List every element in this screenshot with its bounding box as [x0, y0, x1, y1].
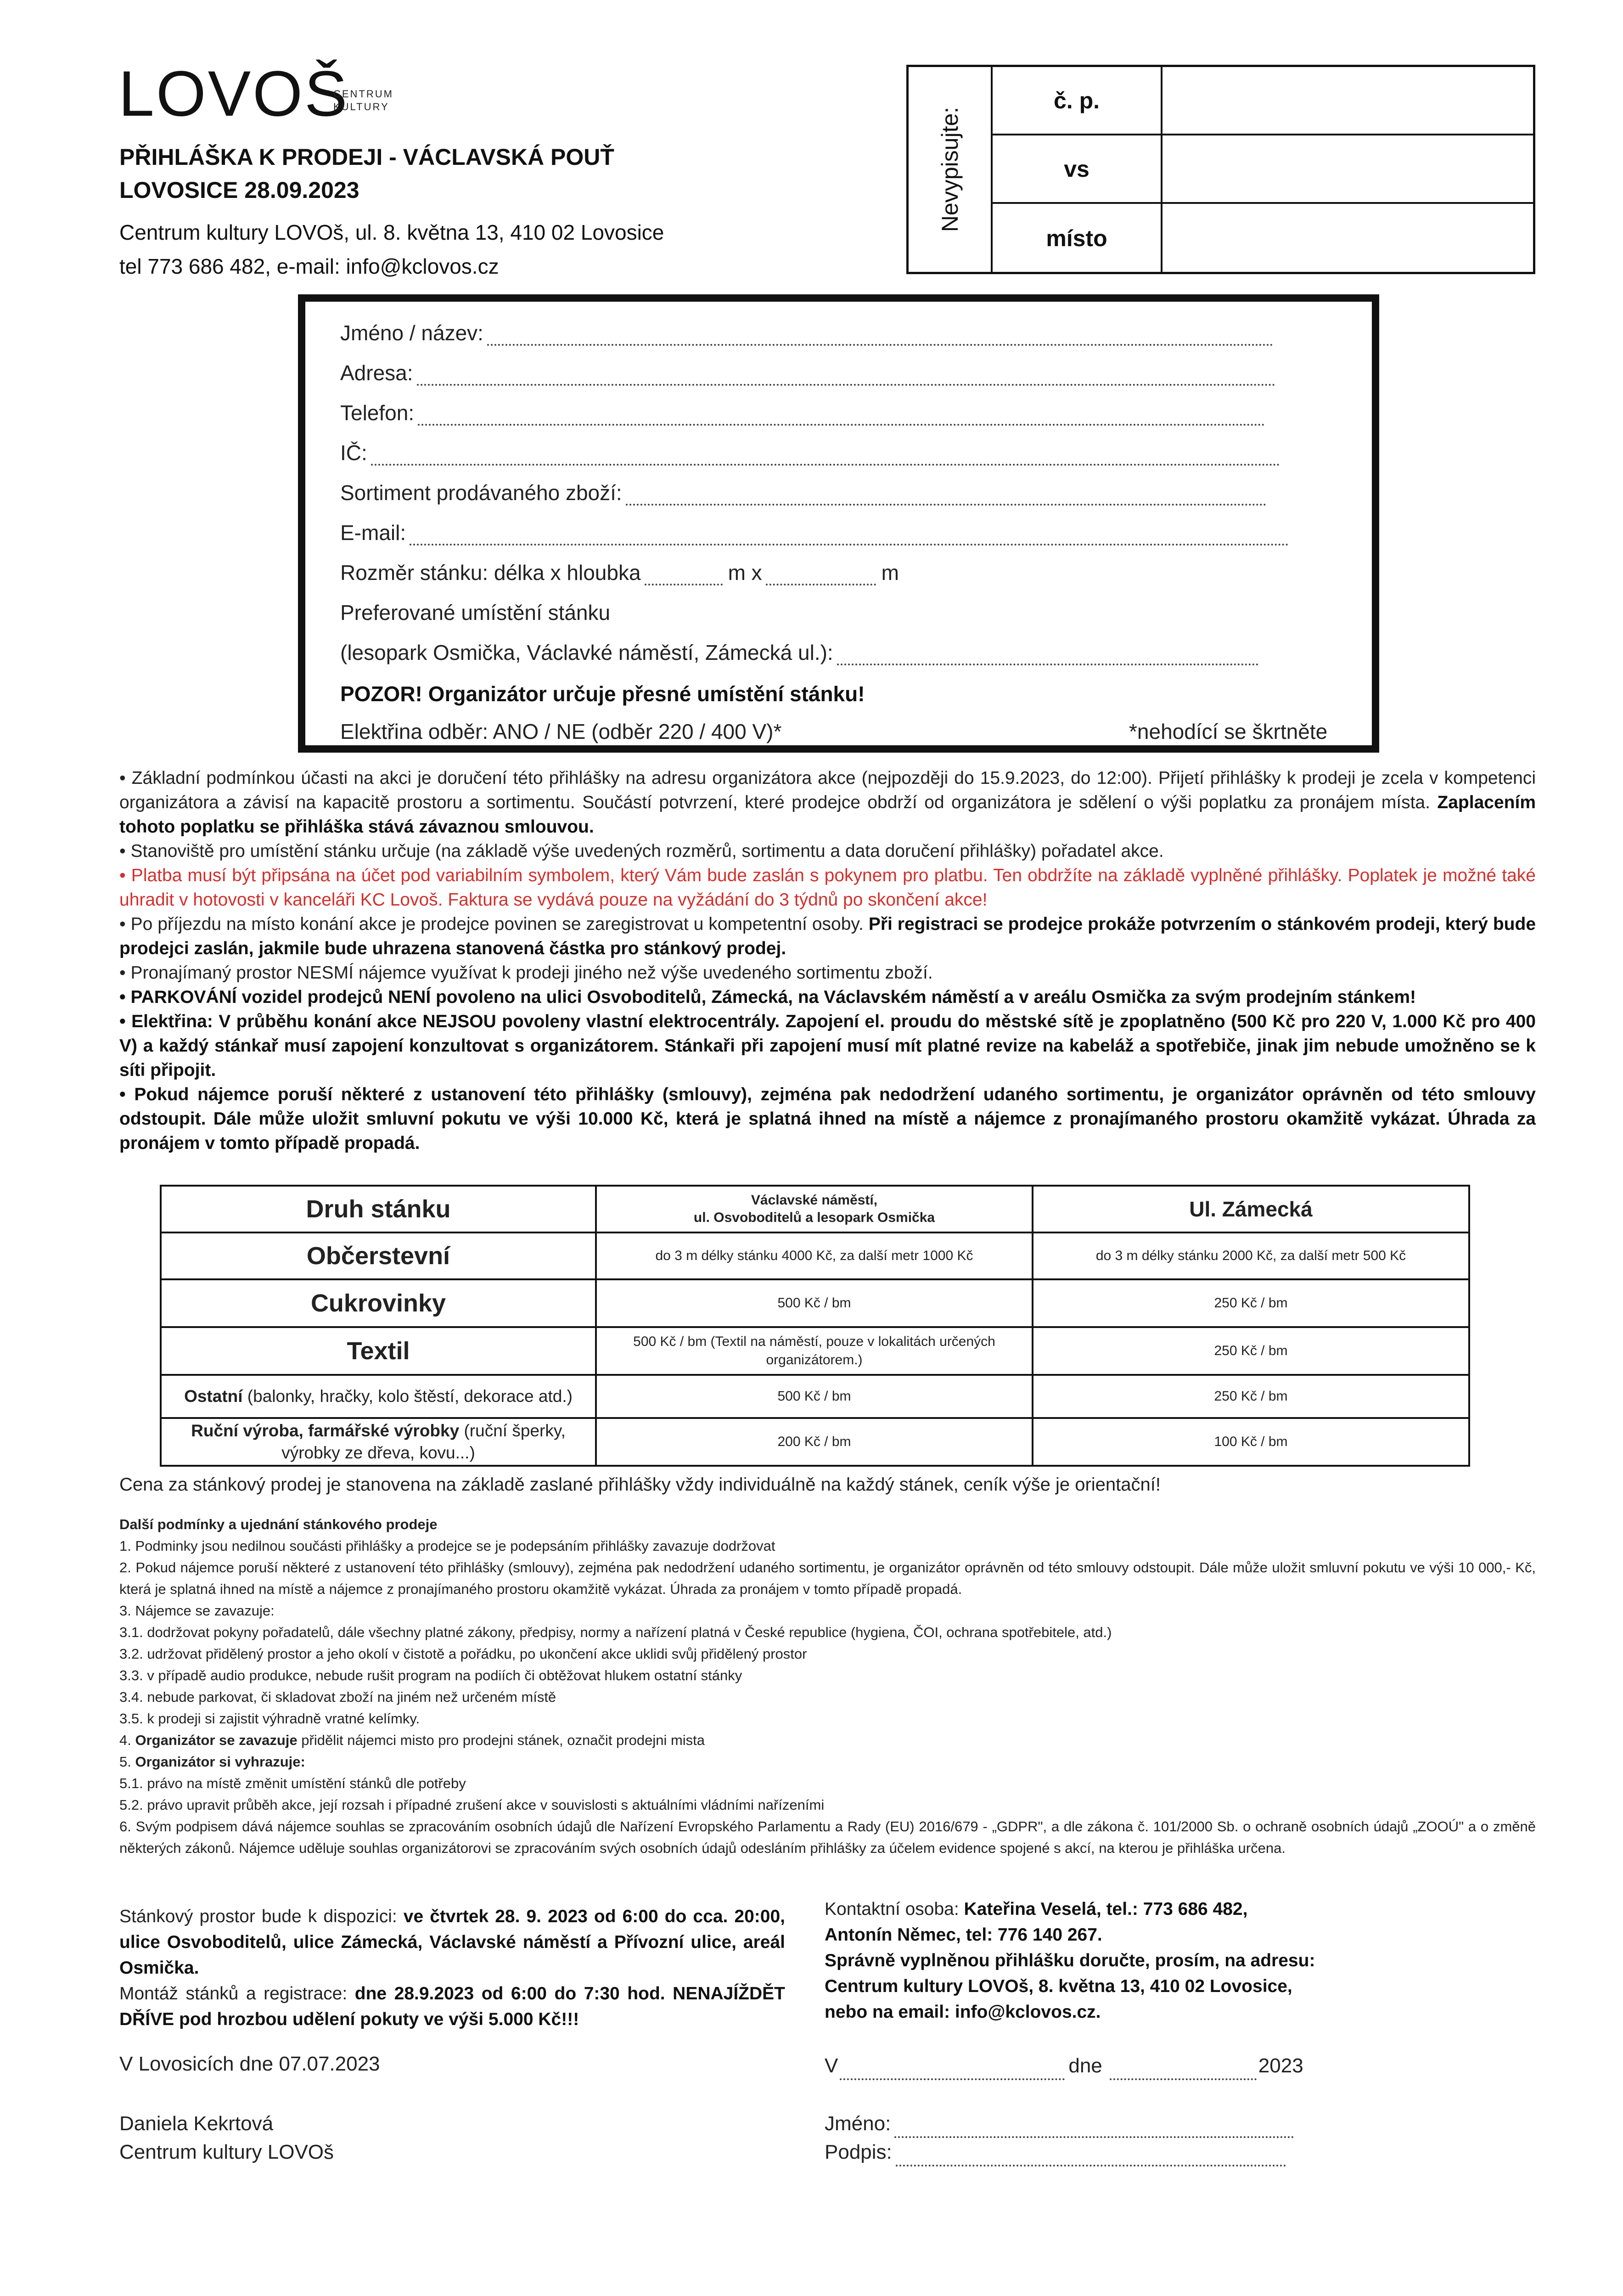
condition-5-1: 5.1. právo na místě změnit umístění stánků dle potřeby	[119, 1775, 466, 1791]
strike-note: *nehodící se škrtněte	[1129, 720, 1328, 743]
condition-3-2: 3.2. udržovat přidělený prostor a jeho okolí v čistotě a pořádku, po ukončení akce uklidi svůj přidělený prostor	[119, 1646, 807, 1662]
applicant-form	[298, 294, 1379, 753]
field-phone[interactable]: Telefon:	[340, 400, 1265, 426]
price-row-label: Občerstevní	[161, 1232, 596, 1279]
condition-2: 2. Pokud nájemce poruší některé z ustanovení této přihlášky (smlouvy), zejména pak nedodržení udaného sortimentu, je organizátor oprávněn od této smlouvy odstoupit. Dále může uložit smluvní pokutu ve výši 10 000,- Kč, která je splatná ihned na místě a nájemce z pronajímaného prostoru okamžitě vykázat. Úhrada za pronájem v tomto případě propadá.	[119, 1559, 1536, 1597]
office-label-misto: místo	[993, 204, 1162, 272]
organizer-contact: tel 773 686 482, e-mail: info@kclovos.cz	[119, 254, 499, 278]
field-ic[interactable]: IČ:	[340, 440, 1280, 466]
condition-5: 5. Organizátor si vyhrazuje:	[119, 1754, 305, 1770]
conditions-heading: Další podmínky a ujednání stánkového prodeje	[119, 1516, 438, 1532]
availability-text: Stánkový prostor bude k dispozici: ve čtvrtek 28. 9. 2023 od 6:00 do cca. 20:00, ulice Osvoboditelů, ulice Zámecká, Václavské náměstí a Přívozní ulice, areál Osmička.	[119, 1907, 785, 1978]
assembly-text: Montáž stánků a registrace: dne 28.9.2023 od 6:00 do 7:30 hod. NENAJÍŽDĚT DŘÍVE pod hrozbou udělení pokuty ve výši 5.000 Kč!!!	[119, 1984, 786, 2029]
rule-8-breach: • Pokud nájemce poruší některé z ustanovení této přihlášky (smlouvy), zejména pak nedodržení udaného sortimentu, je organizátor oprávněn od této smlouvy odstoupit. Dále může uložit smluvní pokutu ve výši 10.000 Kč, která je splatná ihned na místě a nájemce z pronajímaného prostoru okamžitě vykázat. Úhrada za pronájem v tomto případě propadá.	[119, 1085, 1536, 1153]
field-preferred-label: Preferované umístění stánku	[340, 601, 611, 625]
price-head-zamecka: Ul. Zámecká	[1033, 1186, 1469, 1232]
condition-3-3: 3.3. v případě audio produkce, nebude rušit program na podiích či obtěžovat hlukem ostatní stánky	[119, 1667, 742, 1683]
office-row-vs	[993, 135, 1533, 204]
delivery-email: nebo na email: info@kclovos.cz.	[825, 2002, 1101, 2022]
table-row	[161, 1279, 1469, 1327]
price-head-type: Druh stánku	[161, 1186, 596, 1232]
conditions	[119, 1514, 1536, 1859]
office-row-misto	[993, 204, 1533, 272]
applicant-signature-field[interactable]: Podpis:	[825, 2138, 1286, 2167]
signatory-name: Daniela Kekrtová	[119, 2112, 274, 2135]
signatory-org: Centrum kultury LOVOš	[119, 2141, 334, 2163]
rule-5: • Pronajímaný prostor NESMÍ nájemce využívat k prodeji jiného než výše uvedeného sortimentu zboží.	[119, 963, 933, 983]
rule-7-electricity: • Elektřina: V průběhu konání akce NEJSOU povoleny vlastní elektrocentrály. Zapojení el. proudu do městské sítě je zpoplatněno (500 Kč pro 220 V, 1.000 Kč pro 400 V) a každý stánkař musí zapojení konzultovat s organizátorem. Stánkaři při zapojení musí mít platné revize na kabeláž a spotřebiče, jinak jim nebude umožněno se k síti připojit.	[119, 1012, 1536, 1080]
field-assortment[interactable]: Sortiment prodávaného zboží:	[340, 480, 1266, 506]
office-label-vs: vs	[993, 135, 1162, 202]
office-row-cp	[993, 67, 1533, 135]
price-cell: 500 Kč / bm (Textil na náměstí, pouze v lokalitách určených organizátorem.)	[596, 1327, 1033, 1375]
condition-5-2: 5.2. právo upravit průběh akce, její rozsah i případné zrušení akce v souvislosti s aktuálními vládními nařízeními	[119, 1797, 825, 1813]
price-cell: 250 Kč / bm	[1033, 1375, 1469, 1418]
price-cell: 200 Kč / bm	[596, 1418, 1033, 1466]
price-cell: 250 Kč / bm	[1033, 1279, 1469, 1327]
price-row-label: Ruční výroba, farmářské výrobky (ruční šperky, výrobky ze dřeva, kovu...)	[161, 1418, 596, 1466]
field-preferred-location[interactable]: (lesopark Osmička, Václavké náměstí, Zámecká ul.):	[340, 640, 1258, 665]
form-title: PŘIHLÁŠKA K PRODEJI - VÁCLAVSKÁ POUŤ	[119, 144, 614, 170]
form-subtitle: LOVOSICE 28.09.2023	[119, 177, 359, 203]
field-stand-size[interactable]: Rozměr stánku: délka x hloubka m x m	[340, 561, 899, 585]
contact-person-2: Antonín Němec, tel: 776 140 267.	[825, 1925, 1102, 1945]
rule-6-parking: • PARKOVÁNÍ vozidel prodejců NENÍ povoleno na ulici Osvoboditelů, Zámecká, na Václavském náměstí a v areálu Osmička za svým prodejním stánkem!	[119, 987, 1416, 1007]
condition-3-4: 3.4. nebude parkovat, či skladovat zboží na jiném než určeném místě	[119, 1689, 556, 1705]
office-label-cp: č. p.	[993, 67, 1162, 134]
condition-3-1: 3.1. dodržovat pokyny pořadatelů, dále všechny platné zákony, předpisy, normy a nařízení platná v České republice (hygiena, ČOI, ochrana spotřebitele, atd.)	[119, 1624, 1112, 1640]
placement-warning: POZOR! Organizátor určuje přesné umístění stánku!	[340, 682, 865, 706]
field-name[interactable]: Jméno / název:	[340, 320, 1273, 346]
place-date: V Lovosicích dne 07.07.2023	[119, 2053, 380, 2075]
rule-1: • Základní podmínkou účasti na akci je doručení této přihlášky na adresu organizátora akce (nejpozději do 15.9.2023, do 12:00). Přijetí přihlášky k prodeji je zcela v kompetenci organizátora a závisí na kapacitě prostoru a sortimentu. Součástí potvrzení, které prodejce obdrží od organizátora je sdělení o výši poplatku za pronájem místa. Zaplacením tohoto poplatku se přihláška stává závaznou smlouvou.	[119, 768, 1536, 837]
logo	[118, 57, 412, 129]
price-header-row	[161, 1186, 1469, 1232]
price-head-square: Václavské náměstí, ul. Osvoboditelů a lesopark Osmička	[596, 1186, 1033, 1232]
price-row-label: Textil	[161, 1327, 596, 1375]
organizer-address: Centrum kultury LOVOš, ul. 8. května 13, 410 02 Lovosice	[119, 220, 664, 244]
rule-3-payment: • Platba musí být připsána na účet pod variabilním symbolem, který Vám bude zaslán s pokynem pro platbu. Ten obdržíte na základě vyplněné přihlášky. Poplatek je možné také uhradit v hotovosti v kanceláři KC Lovoš. Faktura se vydává pouze na vyžádání do 3 týdnů po skončení akce!	[119, 866, 1536, 910]
table-row	[161, 1232, 1469, 1279]
price-cell: do 3 m délky stánku 2000 Kč, za další metr 500 Kč	[1033, 1232, 1469, 1279]
field-email[interactable]: E-mail:	[340, 520, 1289, 546]
logo-sub-2: KULTURY	[333, 101, 389, 113]
condition-3: 3. Nájemce se zavazuje:	[119, 1603, 275, 1619]
table-row	[161, 1327, 1469, 1375]
field-address[interactable]: Adresa:	[340, 360, 1275, 386]
condition-1: 1. Podminky jsou nedilnou součásti přihlášky a prodejce se je podepsáním přihlášky zavazuje dodržovat	[119, 1538, 775, 1554]
contact-info	[825, 1896, 1421, 2025]
rule-2: • Stanoviště pro umístění stánku určuje (na základě výše uvedených rozměrů, sortimentu a data doručení přihlášky) pořadatel akce.	[119, 841, 1164, 861]
condition-3-5: 3.5. k prodeji si zajistit výhradně vratné kelímky.	[119, 1711, 420, 1727]
price-cell: 250 Kč / bm	[1033, 1327, 1469, 1375]
logo-sub-1: CENTRUM	[333, 88, 393, 100]
delivery-instruction: Správně vyplněnou přihlášku doručte, prosím, na adresu:	[825, 1951, 1315, 1970]
applicant-place-date[interactable]: V dne 2023	[825, 2052, 1303, 2080]
table-row	[161, 1375, 1469, 1418]
contact-person: Kontaktní osoba: Kateřina Veselá, tel.: 773 686 482,	[825, 1899, 1248, 1919]
logo-wordmark: LOVOŠ	[118, 57, 349, 129]
field-electricity[interactable]: Elektřina odběr: ANO / NE (odběr 220 / 400 V)*	[340, 720, 782, 743]
office-use-label: Nevypisujte:	[909, 67, 993, 272]
condition-6: 6. Svým podpisem dává nájemce souhlas se zpracováním osobních údajů dle Nařízení Evropského Parlamentu a Rady (EU) 2016/679 - „GDPR", a dle zákona č. 101/2000 Sb. o ochraně osobních údajů „ZOOÚ" a o změně některých zákonů. Nájemce uděluje souhlas organizátorovi se zpracováním svých osobních údajů odesláním přihlášky za účelem evidence spojené s akcí, na kterou je přihláška určena.	[119, 1818, 1536, 1856]
price-cell: 500 Kč / bm	[596, 1279, 1033, 1327]
price-row-label: Ostatní (balonky, hračky, kolo štěstí, dekorace atd.)	[161, 1375, 596, 1418]
office-use-table	[906, 65, 1535, 274]
price-table	[160, 1185, 1470, 1467]
price-cell: do 3 m délky stánku 4000 Kč, za další metr 1000 Kč	[596, 1232, 1033, 1279]
price-row-label: Cukrovinky	[161, 1279, 596, 1327]
rules-text	[119, 766, 1536, 1155]
price-cell: 100 Kč / bm	[1033, 1418, 1469, 1466]
price-note: Cena za stánkový prodej je stanovena na základě zaslané přihlášky vždy individuálně na každý stánek, ceník výše je orientační!	[119, 1474, 1161, 1495]
availability-info	[119, 1904, 785, 2032]
table-row	[161, 1418, 1469, 1466]
condition-4: 4. Organizátor se zavazuje přidělit nájemci misto pro prodejni stánek, označit prodejni mista	[119, 1732, 705, 1748]
price-cell: 500 Kč / bm	[596, 1375, 1033, 1418]
rule-4: • Po příjezdu na místo konání akce je prodejce povinen se zaregistrovat u kompetentní osoby. Při registraci se prodejce prokáže potvrzením o stánkovém prodeji, který bude prodejci zaslán, jakmile bude uhrazena stanovená částka pro stánkový prodej.	[119, 914, 1536, 958]
applicant-name-field[interactable]: Jméno:	[825, 2110, 1294, 2138]
delivery-address: Centrum kultury LOVOš, 8. května 13, 410 02 Lovosice,	[825, 1976, 1292, 1996]
